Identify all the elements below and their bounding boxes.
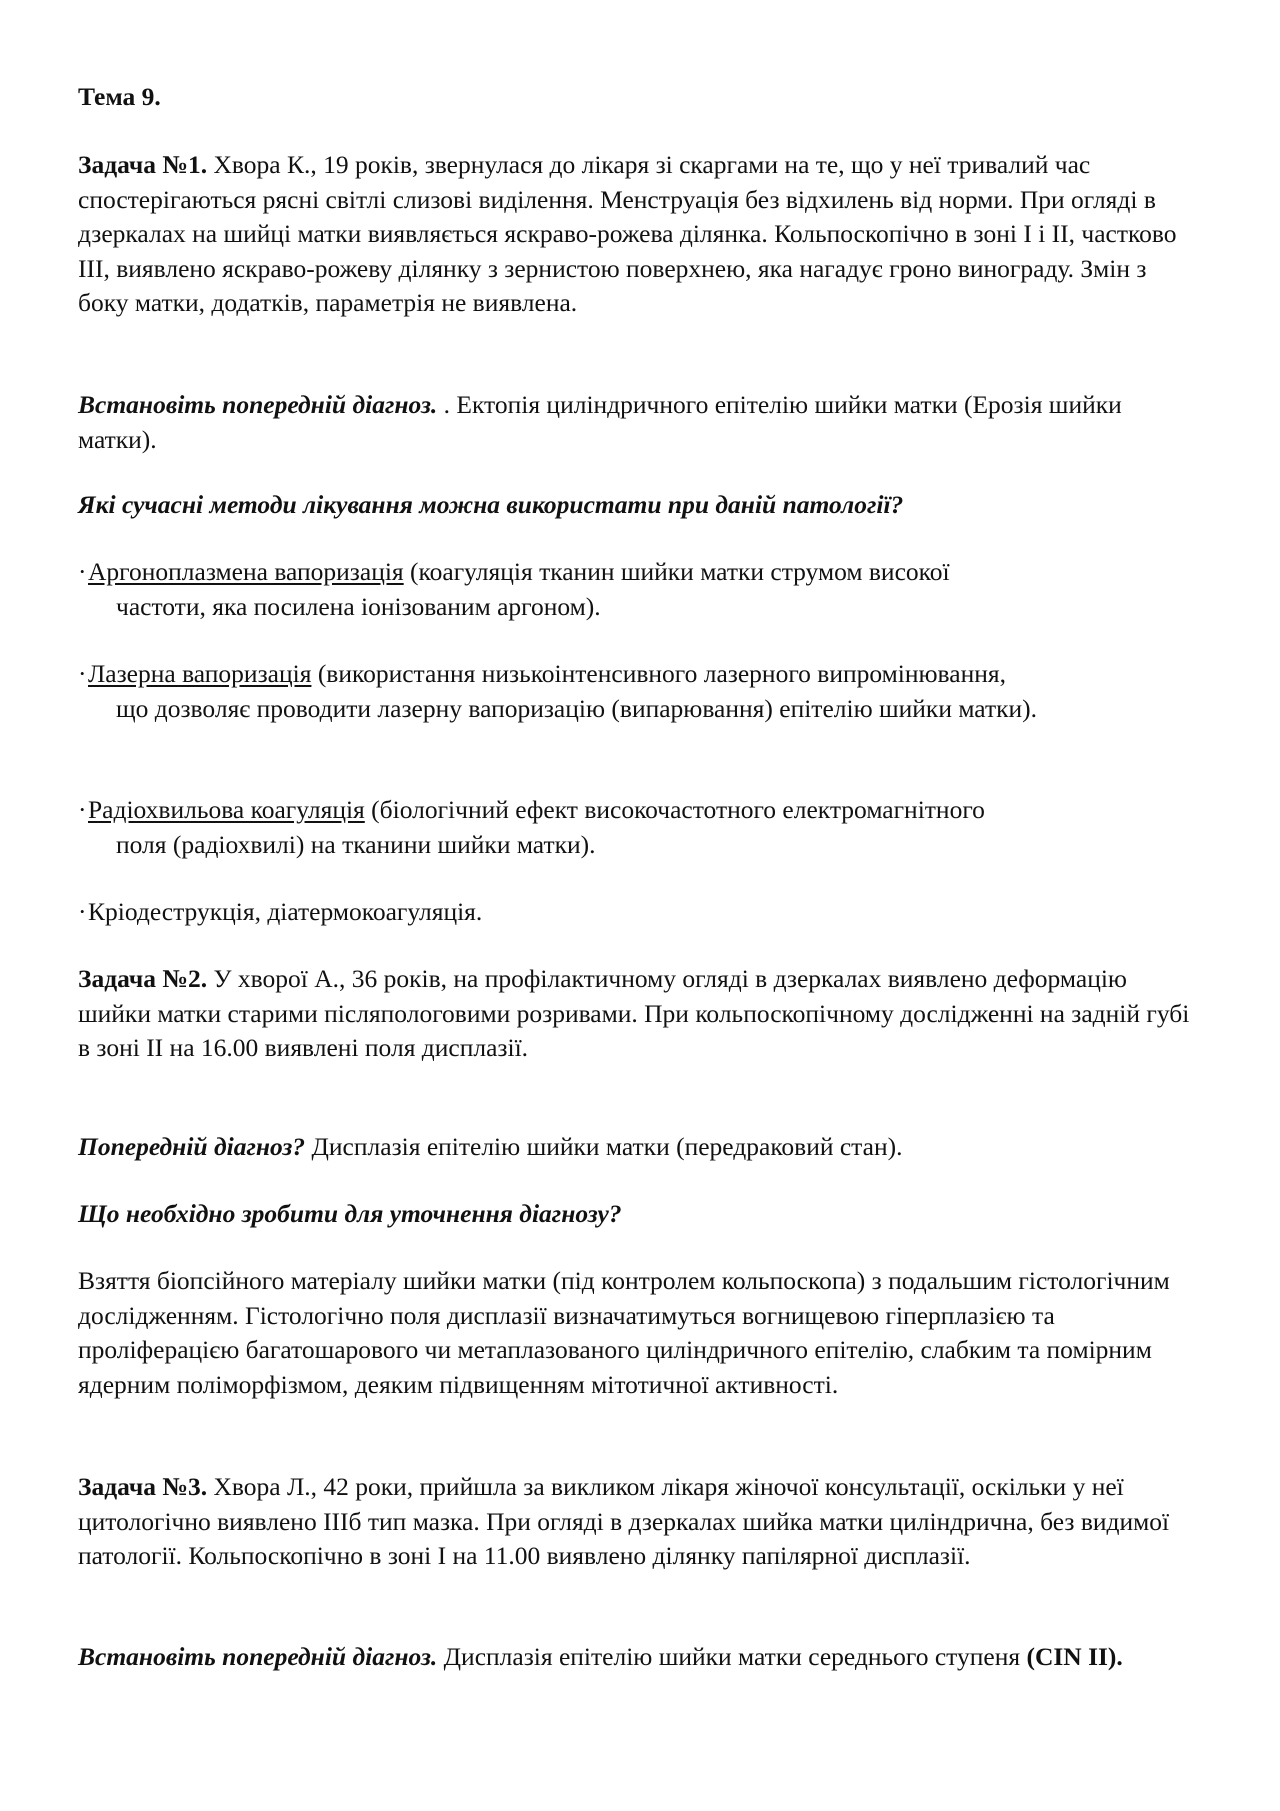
task3-diagnosis-question: Встановіть попередній діагноз.: [78, 1642, 438, 1671]
bullet-dot: ·: [78, 557, 87, 586]
method-item-laser: [78, 657, 1203, 726]
method-item-radiowave: [78, 793, 1203, 862]
task2-diagnosis-question: Попередній діагноз?: [78, 1132, 306, 1161]
bullet-dot: ·: [78, 897, 87, 926]
method-desc: (біологічний ефект високочастотного електромагнітного: [364, 795, 985, 824]
method-desc: (використання низькоінтенсивного лазерного випромінювання,: [311, 659, 1006, 688]
method-item-argon: [78, 555, 1203, 624]
task3-paragraph: [78, 1470, 1203, 1574]
method-desc-continued: що дозволяє проводити лазерну вапоризацію (випарювання) епітелію шийки матки).: [116, 693, 1038, 723]
task2-clarify-question: Що необхідно зробити для уточнення діагнозу?: [78, 1199, 622, 1228]
method-name: Радіохвильова коагуляція: [88, 795, 365, 824]
task2-text: У хворої А., 36 років, на профілактичному огляді в дзеркалах виявлено деформацію шийки матки старими післяпологовими розривами. При кольпоскопічному дослідженні на задній губі в зоні ІІ на 16.00 виявлені поля дисплазії.: [78, 964, 1190, 1062]
method-desc: Кріодеструкція, діатермокоагуляція.: [88, 897, 483, 926]
task3-diagnosis-paragraph: [78, 1640, 1203, 1675]
method-name: Лазерна вапоризація: [88, 659, 312, 688]
method-item-cryo: [78, 895, 1203, 930]
method-name: Аргоноплазмена вапоризація: [88, 557, 404, 586]
task1-text: Хвора К., 19 років, звернулася до лікаря зі скаргами на те, що у неї тривалий час спостерігаються рясні світлі слизові виділення. Менструація без відхилень від норми. При огляді в дзеркалах на шийці матки виявляється яскраво-рожева ділянка. Кольпоскопічно в зоні І і ІІ, частково ІІІ, виявлено яскраво-рожеву ділянку з зернистою поверхнею, яка нагадує гроно винограду. Змін з боку матки, додатків, параметрія не виявлена.: [78, 150, 1177, 317]
method-desc-continued: поля (радіохвилі) на тканини шийки матки).: [116, 829, 596, 859]
task1-label: Задача №1.: [78, 150, 208, 179]
bullet-dot: ·: [78, 795, 87, 824]
task2-paragraph: [78, 962, 1203, 1066]
task3-text: Хвора Л., 42 роки, прийшла за викликом лікаря жіночої консультації, оскільки у неї цитологічно виявлено ІІІб тип мазка. При огляді в дзеркалах шийка матки циліндрична, без видимої патології. Кольпоскопічно в зоні І на 11.00 виявлено ділянку папілярної дисплазії.: [78, 1472, 1170, 1570]
task1-paragraph: [78, 148, 1203, 321]
topic-heading: Тема 9.: [78, 82, 161, 111]
task3-label: Задача №3.: [78, 1472, 208, 1501]
task1-diagnosis-answer: . Ектопія циліндричного епітелію шийки матки (Ерозія шийки матки).: [78, 390, 1122, 454]
method-desc: (коагуляція тканин шийки матки струмом високої: [403, 557, 950, 586]
task3-diagnosis-answer: Дисплазія епітелію шийки матки середнього ступеня: [437, 1642, 1021, 1671]
task1-diagnosis-paragraph: [78, 388, 1203, 457]
task2-diagnosis-paragraph: [78, 1130, 1203, 1165]
task1-diagnosis-question: Встановіть попередній діагноз.: [78, 390, 438, 419]
task2-clarify-answer: Взяття біопсійного матеріалу шийки матки (під контролем кольпоскопа) з подальшим гістологічним дослідженням. Гістологічно поля дисплазії визначатимуться вогнищевою гіперплазією та проліферацією багатошарового чи метаплазованого циліндричного епітелію, слабким та помірним ядерним поліморфізмом, деяким підвищенням мітотичної активності.: [78, 1266, 1170, 1399]
task3-diagnosis-code: (CIN II).: [1026, 1642, 1123, 1671]
method-desc-continued: частоти, яка посилена іонізованим аргоном).: [116, 591, 601, 621]
task2-label: Задача №2.: [78, 964, 208, 993]
bullet-dot: ·: [78, 659, 87, 688]
task2-diagnosis-answer: Дисплазія епітелію шийки матки (передраковий стан).: [305, 1132, 903, 1161]
task1-treatment-question: Які сучасні методи лікування можна використати при даній патології?: [78, 490, 904, 519]
